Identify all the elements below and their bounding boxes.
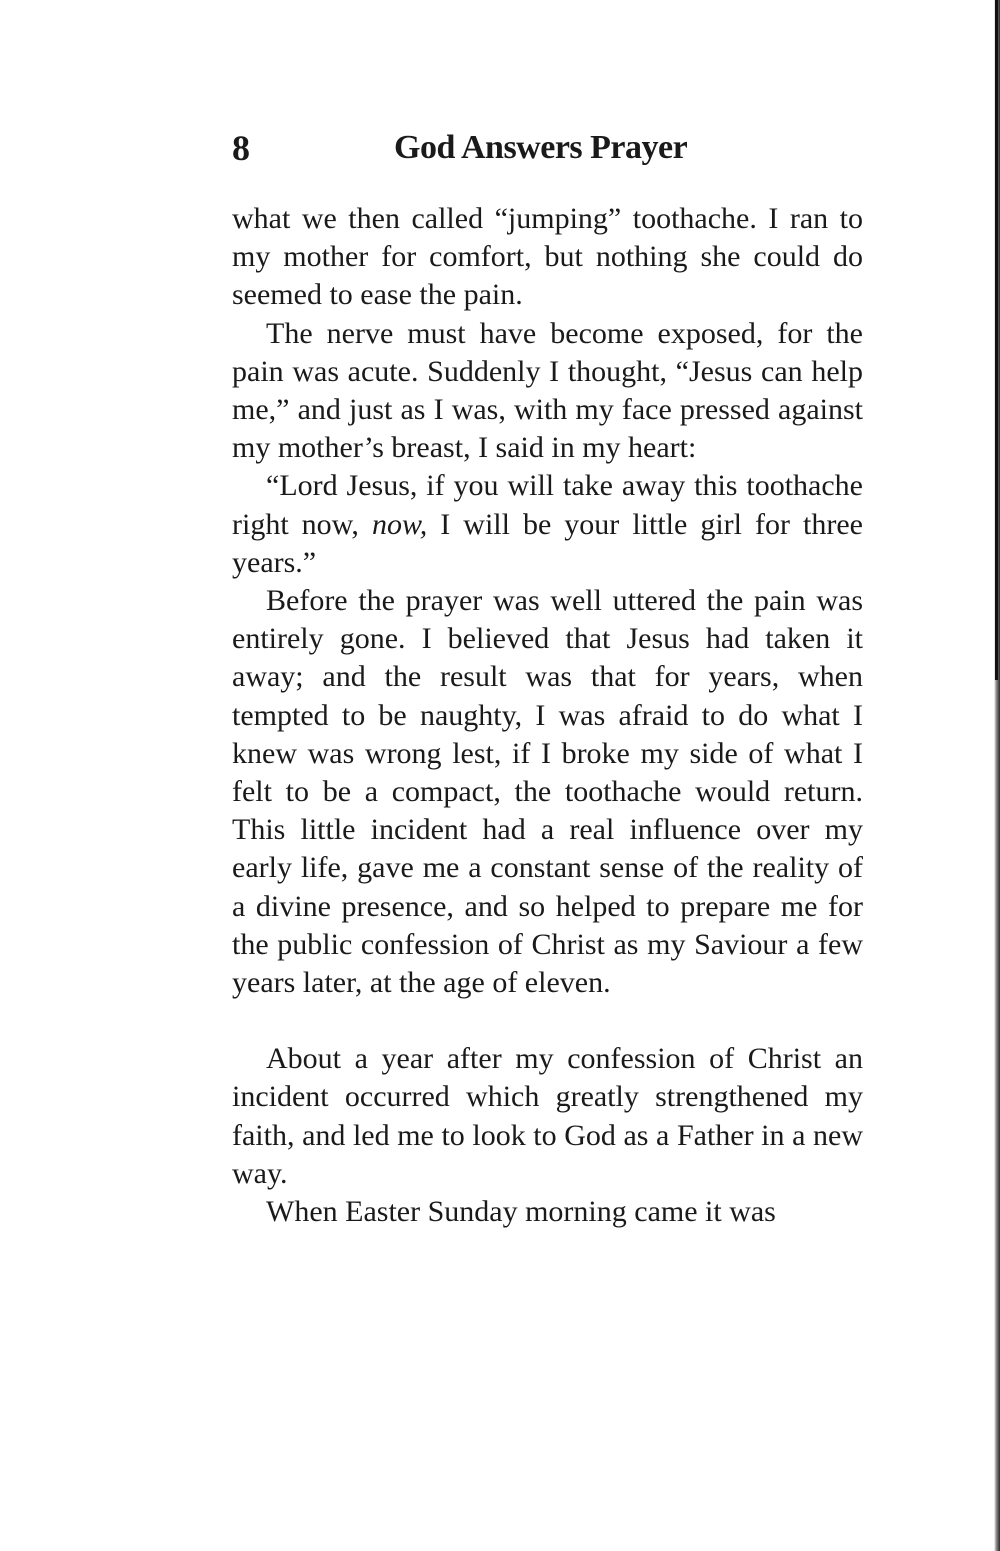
paragraph-easter: When Easter Sunday morning came it was [266, 1195, 776, 1229]
running-title: God Answers Prayer [394, 129, 688, 166]
prayer-text-end: I will be your little girl for three years.” [232, 507, 863, 579]
prayer-emphasis: now, [371, 507, 428, 541]
page-header [232, 128, 872, 172]
paragraph-nerve: The nerve must have become exposed, for the pain was acute. Suddenly I thought, “Jesus can help me,” and just as I was, with my face pressed against my mother’s breast, I said in my heart: [232, 316, 863, 465]
prayer-text-start: “Lord Jesus, if you will take away this toothache right now, [232, 469, 863, 541]
paragraph-answer: Before the prayer was well uttered the pain was entirely gone. I believed that Jesus had taken it away; and the result was that for years, when tempted to be naughty, I was afraid to do what I knew was wrong lest, if I broke my side of what I felt to be a compact, the toothache would return. This little incident had a real influence over my early life, gave me a constant sense of the reality of a divine presence, and so helped to prepare me for the public confession of Christ as my Saviour a few years later, at the age of eleven. [232, 584, 863, 1000]
section-break [232, 1002, 863, 1040]
paragraph-continuation: what we then called “jumping” toothache. I ran to my mother for comfort, but nothing she could do seemed to ease the pain. [232, 202, 863, 312]
paragraph-new-section: About a year after my confession of Christ an incident occurred which greatly strengthened my faith, and led me to look to God as a Father in a new way. [232, 1042, 863, 1190]
paragraph-prayer [232, 467, 863, 582]
page-edge-line [995, 0, 998, 680]
body-text [232, 200, 863, 1231]
page-number: 8 [232, 128, 250, 168]
